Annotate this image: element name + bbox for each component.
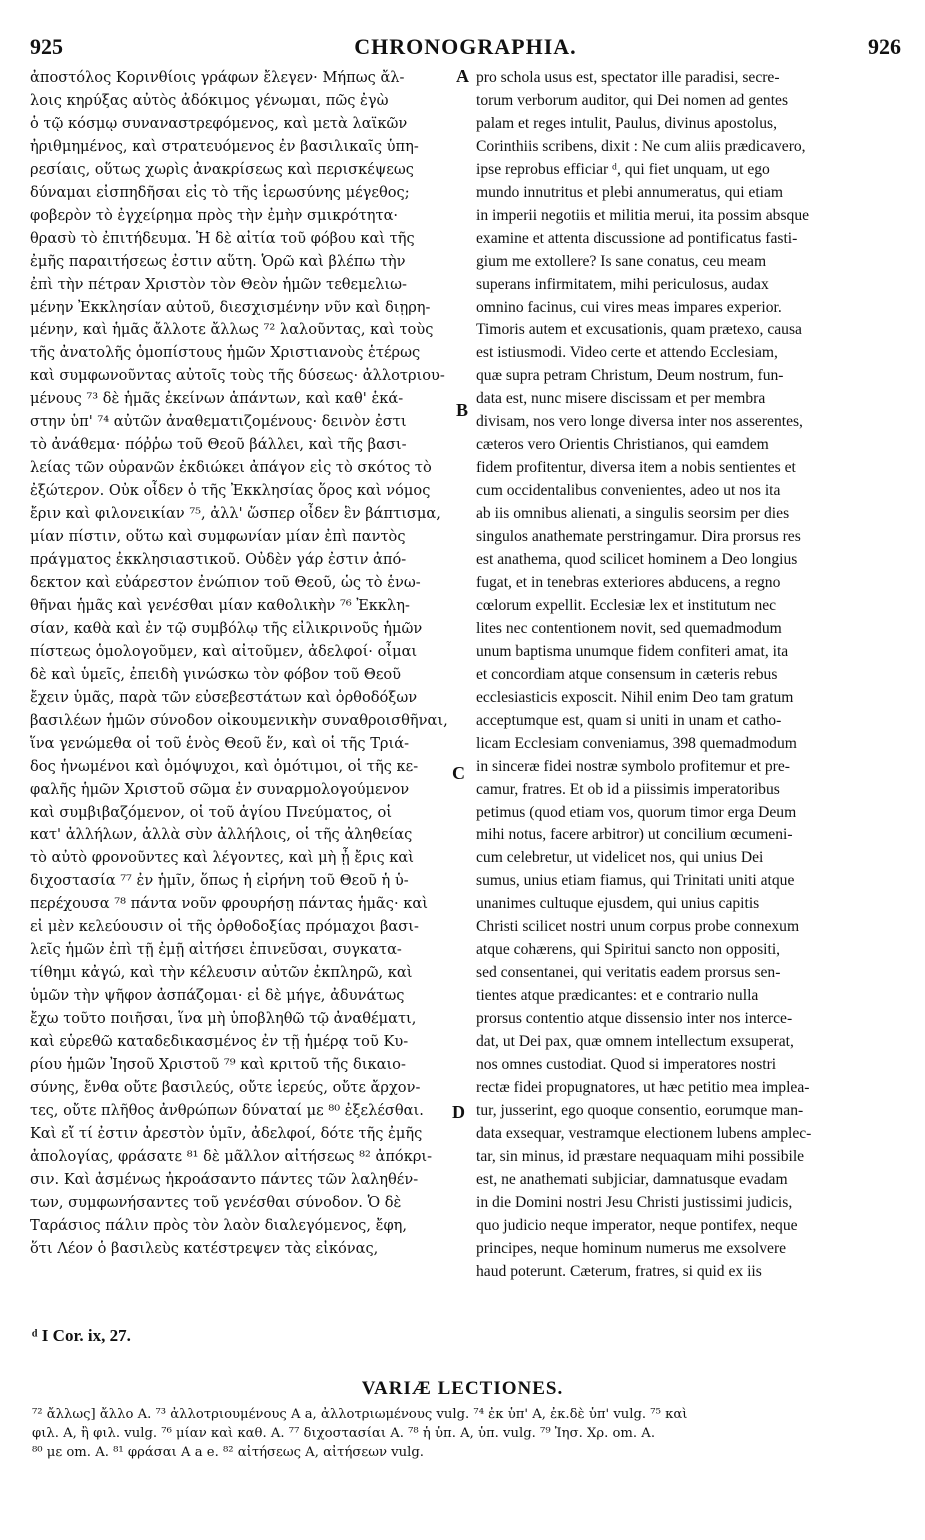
latin-text-line: licam Ecclesiam conveniamus, 398 quemadmodum (476, 734, 797, 752)
latin-text-line: camur, fratres. Et ob id a piissimis imperatoribus (476, 780, 780, 798)
latin-text-line: torum verborum auditor, qui Dei nomen ad gentes (476, 91, 789, 109)
greek-text-line: τῆς ἀνατολῆς ὁμοπίστους ἡμῶν Χριστιανοὺς ἑτέρως (30, 344, 421, 362)
greek-text-line: κατ' ἀλλήλων, ἀλλὰ σὺν ἀλλήλοις, οἱ τῆς ἀληθείας (30, 826, 413, 844)
latin-text-line: divisam, nos vero longe diversa inter nos asserentes, (476, 413, 803, 431)
latin-text-line: est istiusmodi. Video certe et attendo Ecclesiam, (476, 344, 778, 362)
greek-text-line: καὶ συμφωνοῦντας αὐτοῖς τοὺς τῆς δύσεως· ἀλλοτριου- (30, 367, 445, 385)
greek-text-line: θρασὺ τὸ ἐπιτήδευμα. Ἡ δὲ αἰτία τοῦ φόβου καὶ τῆς (30, 229, 415, 247)
latin-text-line: Timoris autem et excusationis, quam prætexo, causa (476, 321, 802, 339)
greek-text-line: ἐξώτερον. Οὐκ οἶδεν ὁ τῆς Ἐκκλησίας ὅρος καὶ νόμος (30, 482, 431, 500)
latin-text-line: est anathema, quod scilicet hominem a Deo longius (476, 551, 798, 569)
latin-text-line: superans infirmitatem, mihi periculosus, audax (476, 275, 769, 293)
greek-text-line: ὅτι Λέον ὁ βασιλεὺς κατέστρεψεν τὰς εἰκόνας, (30, 1239, 379, 1257)
latin-text-line: prorsus contentio atque dissensio inter nos interce- (476, 1010, 793, 1028)
left-column-number: 925 (30, 34, 63, 59)
greek-text-line: τὸ αὐτὸ φρονοῦντες καὶ λέγοντες, καὶ μὴ ᾖ ἔρις καὶ (30, 849, 414, 867)
greek-text-line: βασιλέων ἡμῶν σύνοδον οἰκουμενικὴν συναθροισθῆναι, (30, 711, 448, 729)
latin-text-line: ab iis omnibus alienati, a singulis seorsim per dies (476, 505, 790, 523)
latin-text-line: in die Domini nostri Jesu Christi justissimi judicis, (476, 1193, 793, 1211)
latin-text-line: mundo innutritus et plebi annumeratus, qui etiam (476, 183, 784, 201)
latin-text-line: fugat, et in tenebras exteriores abducens, a regno (476, 573, 781, 591)
greek-text-line: σιν. Καὶ ἀσμένως ἠκροάσαντο πάντες τῶν λαληθέν- (30, 1170, 419, 1188)
running-title: CHRONOGRAPHIA. (354, 34, 577, 59)
latin-text-line: petimus (quod etiam vos, quorum timor erga Deum (476, 803, 797, 821)
latin-text-line: gium me extollere? Is sane conatus, ceu meam (476, 252, 767, 270)
greek-text-line: Καὶ εἴ τί ἐστιν ἀρεστὸν ὑμῖν, ἀδελφοί, δότε τῆς ἐμῆς (30, 1124, 423, 1142)
latin-text-line: tur, jusserint, ego quoque consentio, eorumque man- (476, 1101, 804, 1119)
latin-text-line: fidem profitentur, diversa item a nobis sentientes et (476, 459, 796, 477)
greek-text-line: πράγματος ἐκκλησιαστικοῦ. Οὐδὲν γάρ ἐστιν ἀπό- (30, 551, 407, 569)
greek-text-line: διχοστασία ⁷⁷ ἐν ἡμῖν, ὅπως ἡ εἰρήνη τοῦ Θεοῦ ἡ ὑ- (30, 872, 409, 890)
latin-text-line: cæteros vero Orientis Christianos, qui eamdem (476, 436, 769, 454)
latin-text-line: palam et reges intulit, Paulus, divinus apostolus, (476, 114, 778, 132)
latin-text-line: data exsequar, vestramque electionem lubens amplec- (476, 1124, 812, 1142)
greek-text-line: ὑμῶν τὴν ψῆφον ἀσπάζομαι· εἰ δὲ μήγε, ἀδυνάτως (30, 987, 405, 1005)
latin-text-line: haud poterunt. Cæterum, fratres, si quid ex iis (476, 1262, 762, 1280)
greek-text-line: ὁ τῷ κόσμῳ συναναστρεφόμενος, καὶ μετὰ λαϊκῶν (30, 114, 408, 132)
greek-text-line: ἠριθμημένος, καὶ στρατευόμενος ἐν βασιλικαῖς ὑπη- (30, 137, 419, 155)
latin-text-line: Christi scilicet nostri unum corpus probe connexum (476, 918, 800, 936)
variae-lectiones-body (32, 1405, 902, 1462)
latin-text-line: rectæ fidei propugnatores, ut hæc petitio mea implea- (476, 1078, 810, 1096)
latin-text-line: omnino facinus, cui vires meas impares experior. (476, 298, 782, 316)
greek-text-line: πίστεως ὁμολογοῦμεν, καὶ αἰτοῦμεν, ἀδελφοί· οἶμαι (30, 642, 418, 660)
variae-lectiones-title: VARIÆ LECTIONES. (361, 1378, 564, 1399)
greek-text-line: λοις κηρύξας αὐτὸς ἀδόκιμος γένωμαι, πῶς ἐγὼ (30, 91, 389, 109)
greek-text-line: ἵνα γενώμεθα οἱ τοῦ ἑνὸς Θεοῦ ἕν, καὶ οἱ τῆς Τριά- (30, 734, 410, 752)
greek-text-line: ἔχειν ὑμᾶς, παρὰ τῶν εὐσεβεστάτων καὶ ὀρθοδόξων (30, 688, 418, 706)
latin-text-line: cum celebretur, ut videlicet nos, qui unius Dei (476, 849, 764, 867)
latin-text-line: Corinthiis scribens, dixit : Ne cum aliis prædicavero, (476, 137, 806, 155)
latin-text-line: in sinceræ fidei nostræ symbolo profitemur et pre- (476, 757, 790, 775)
right-column-number: 926 (868, 34, 901, 59)
latin-text-line: mihi notus, facere arbitror) ut concilium œcumeni- (476, 826, 793, 844)
latin-text-line: et concordiam atque consensum in cæteris rebus (476, 665, 778, 683)
greek-text-column (30, 67, 450, 1261)
latin-text-line: singulos anathemate perstringamur. Dira prorsus res (476, 528, 801, 546)
greek-text-line: δος ἡνωμένοι καὶ ὁμόψυχοι, καὶ ὁμότιμοι, οἱ τῆς κε- (30, 757, 419, 775)
greek-text-line: δεκτον καὶ εὐάρεστον ἐνώπιον τοῦ Θεοῦ, ὡς τὸ ἑνω- (30, 573, 421, 591)
greek-text-line: καὶ συμβιβαζόμενον, οἱ τοῦ ἁγίου Πνεύματος, οἱ (30, 803, 392, 821)
greek-text-line: ἔχω τοῦτο ποιῆσαι, ἵνα μὴ ὑποβληθῶ τῷ ἀναθέματι, (30, 1010, 417, 1028)
greek-text-line: δύναμαι εἰσπηδῆσαι εἰς τὸ τῆς ἱερωσύνης μέγεθος; (30, 183, 410, 201)
page-header (30, 34, 901, 64)
greek-text-line: μίαν πίστιν, οὕτω καὶ συμφωνίαν μίαν ἐπὶ παντὸς (30, 528, 406, 546)
greek-text-line: ἐπὶ τὴν πέτραν Χριστὸν τὸν Θεὸν ἡμῶν τεθεμελιω- (30, 275, 407, 293)
latin-text-line: ipse reprobus efficiar ᵈ, qui fiet unquam, ut ego (476, 160, 770, 178)
greek-text-line: περέχουσα ⁷⁸ πάντα νοῦν φρουρήσῃ πάντας ἡμᾶς· καὶ (30, 895, 428, 913)
latin-text-line: principes, neque hominum numerus me exsolvere (476, 1239, 787, 1257)
margin-marker-b: B (456, 400, 469, 420)
variant-reading-line: φιλ. A, ἢ φιλ. vulg. ⁷⁶ μίαν καὶ καθ. A. ⁷⁷ διχοστασίαι A. ⁷⁸ ἡ ὑπ. A, ὑπ. vulg. ⁷⁹ Ἰησ. Χρ. om. A. (32, 1426, 656, 1441)
latin-text-line: unum baptisma unumque fidem confiteri amat, ita (476, 642, 789, 660)
greek-text-line: ἔριν καὶ φιλονεικίαν ⁷⁵, ἀλλ' ὥσπερ οἶδεν ἓν βάπτισμα, (30, 505, 441, 523)
margin-marker-c: C (452, 763, 465, 783)
latin-text-line: pro schola usus est, spectator ille paradisi, secre- (476, 69, 780, 86)
latin-text-line: atque cohærens, qui Spiritui sancto non oppositi, (476, 941, 781, 959)
latin-text-line: acceptumque est, quam si uniti in unam et catho- (476, 711, 782, 729)
latin-text-column (476, 67, 894, 1284)
latin-text-line: cum occidentalibus convenientes, adeo ut nos ita (476, 482, 781, 500)
greek-text-line: Ταράσιος πάλιν πρὸς τὸν λαὸν διαλεγόμενος, ἔφη, (30, 1216, 408, 1234)
latin-text-line: quæ supra petram Christum, Deum nostrum, fun- (476, 367, 784, 385)
greek-text-line: εἰ μὲν κελεύουσιν οἱ τῆς ὀρθοδοξίας πρόμαχοι βασι- (30, 918, 419, 936)
greek-text-line: φαλῆς ἡμῶν Χριστοῦ σῶμα ἐν συναρμολογούμενον (30, 780, 410, 798)
greek-text-line: μένην, καὶ ἡμᾶς ἄλλοτε ἄλλως ⁷² λαλοῦντας, καὶ τοὺς (30, 321, 434, 339)
greek-text-line: ἐμῆς παραιτήσεως ἐστιν αὕτη. Ὁρῶ καὶ βλέπω τὴν (30, 252, 406, 270)
latin-text-line: ecclesiasticis exposcit. Nihil enim Deo tam gratum (476, 688, 794, 706)
greek-text-line: δὲ καὶ ὑμεῖς, ἐπειδὴ γινώσκω τὸν φόβον τοῦ Θεοῦ (30, 665, 402, 683)
greek-text-line: τὸ ἀνάθεμα· πόῤῥω τοῦ Θεοῦ βάλλει, καὶ τῆς βασι- (30, 436, 407, 454)
latin-text-line: unanimes cultuque ejusdem, qui unius capitis (476, 895, 760, 913)
latin-text-line: tar, sin minus, id præstare nequaquam mihi possibile (476, 1147, 805, 1165)
latin-text-line: examine et attenta discussione ad pontificatus fasti- (476, 229, 798, 247)
latin-text-line: dat, ut Dei pax, quæ omnem intellectum exsuperat, (476, 1033, 794, 1051)
greek-text-line: λεῖς ἡμῶν ἐπὶ τῇ ἐμῇ αἰτήσει ἐπινεῦσαι, συγκατα- (30, 941, 402, 959)
greek-text-line: στην ὑπ' ⁷⁴ αὐτῶν ἀναθεματιζομένους· δεινὸν ἐστι (30, 413, 407, 431)
greek-text-line: μένην Ἐκκλησίαν αὐτοῦ, διεσχισμένην νῦν καὶ διῃρη- (30, 298, 431, 316)
greek-text-line: μένους ⁷³ δὲ ἡμᾶς ἐκείνων ἁπάντων, καὶ καθ' ἑκά- (30, 390, 404, 408)
latin-text-line: cœlorum expellit. Ecclesiæ lex et institutum nec (476, 596, 777, 614)
latin-text-line: sumus, unius etiam fiamus, qui Trinitati uniti atque (476, 872, 795, 890)
greek-text-line: λείας τῶν οὐρανῶν ἐκδιώκει ἀπάγον εἰς τὸ σκότος τὸ (30, 459, 432, 477)
greek-text-line: σύνης, ἔνθα οὔτε βασιλεύς, οὔτε ἱερεύς, οὔτε ἄρχον- (30, 1078, 421, 1096)
greek-text-line: φοβερὸν τὸ ἐγχείρημα πρὸς τὴν ἐμὴν σμικρότητα· (30, 206, 399, 224)
latin-text-line: data est, nunc misere discissam et per membra (476, 390, 766, 408)
margin-marker-d: D (452, 1102, 465, 1122)
latin-text-line: quo judicio neque imperator, neque pontifex, neque (476, 1216, 798, 1234)
latin-text-line: nos omnes custodiat. Quod si imperatores nostri (476, 1055, 777, 1073)
greek-text-line: ἀποστόλος Κορινθίοις γράφων ἔλεγεν· Μήπως ἄλ- (30, 69, 405, 86)
greek-text-line: σίαν, καθὰ καὶ ἐν τῷ συμβόλῳ τῆς εἰλικρινοῦς ἡμῶν (30, 619, 423, 637)
latin-text-line: tientes atque prædicantes: et e contrario nulla (476, 987, 759, 1005)
greek-text-line: των, συμφωνήσαντες τοῦ γενέσθαι σύνοδον. Ὁ δὲ (30, 1193, 402, 1211)
greek-text-line: τες, οὔτε πλῆθος ἀνθρώπων δύναταί με ⁸⁰ ἐξελέσθαι. (30, 1101, 424, 1119)
variant-reading-line: ⁷² ἄλλως] ἄλλο A. ⁷³ ἀλλοτριουμένους A a, ἀλλοτριωμένους vulg. ⁷⁴ ἐκ ὑπ' A, ἐκ.δὲ ὑπ' vulg. ⁷⁵ καὶ (32, 1407, 688, 1422)
margin-marker-a: A (456, 66, 469, 86)
greek-text-line: καὶ εὑρεθῶ καταδεδικασμένος ἐν τῇ ἡμέρᾳ τοῦ Κυ- (30, 1033, 409, 1051)
greek-text-line: ἀπολογίας, φράσατε ⁸¹ δὲ μᾶλλον αἰτήσεως ⁸² ἀπόκρι- (30, 1147, 433, 1165)
greek-text-line: ρίου ἡμῶν Ἰησοῦ Χριστοῦ ⁷⁹ καὶ κριτοῦ τῆς δικαιο- (30, 1055, 406, 1073)
greek-text-line: τίθημι κἀγώ, καὶ τὴν κέλευσιν αὐτῶν ἐκπληρῶ, καὶ (30, 964, 413, 982)
latin-text-line: est, ne anathemati subjiciar, damnatusque evadam (476, 1170, 788, 1188)
greek-text-line: θῆναι ἡμᾶς καὶ γενέσθαι μίαν καθολικὴν ⁷⁶ Ἐκκλη- (30, 596, 410, 614)
latin-text-line: in imperii negotiis et militia merui, ita possim absque (476, 206, 810, 224)
footnote: ᵈ I Cor. ix, 27. (32, 1326, 131, 1345)
variant-reading-line: ⁸⁰ με om. A. ⁸¹ φράσαι A a e. ⁸² αἰτήσεως A, αἰτήσεων vulg. (32, 1445, 424, 1460)
latin-text-line: lites nec contentionem novit, sed quemadmodum (476, 619, 782, 637)
latin-text-line: sed consentanei, qui veritatis eadem prorsus sen- (476, 964, 781, 982)
greek-text-line: ρεσίαις, οὕτως χωρὶς ἀνακρίσεως καὶ περισκέψεως (30, 160, 414, 178)
